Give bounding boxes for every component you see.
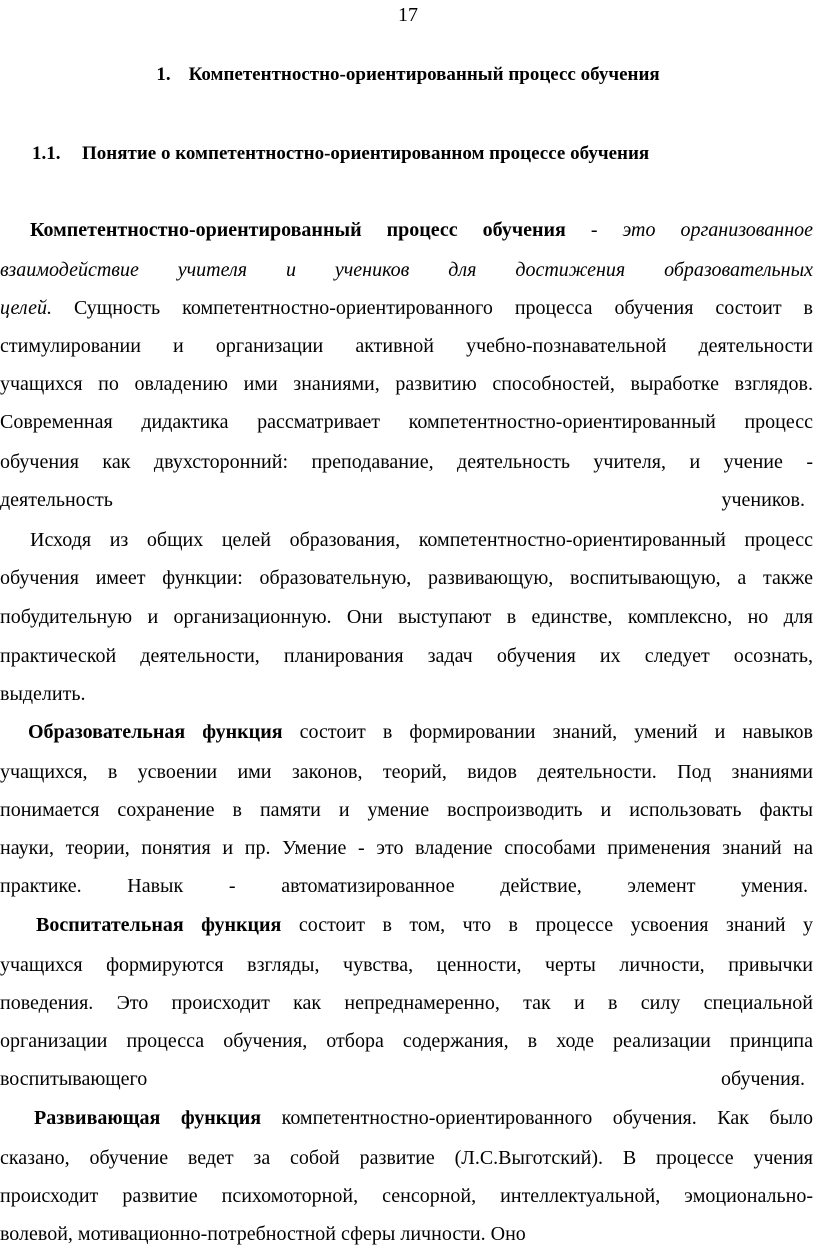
- text-line: происходит развитие психомоторной, сенсорной, интеллектуальной, эмоционально-: [0, 1185, 813, 1207]
- text-line: [30, 218, 813, 242]
- definition-text: - это организованное: [565, 219, 813, 241]
- text-line: науки, теории, понятия и пр. Умение - это владение способами применения знаний на: [0, 837, 813, 859]
- section-number: 1.1.: [32, 143, 61, 164]
- text-line: понимается сохранение в памяти и умение воспроизводить и использовать факты: [0, 799, 813, 821]
- text-line: [0, 1067, 813, 1091]
- function-term: Воспитательная функция: [36, 914, 282, 936]
- text-line: [0, 488, 813, 512]
- text-line: выделить.: [0, 683, 86, 705]
- text-span: деятельность: [0, 489, 113, 511]
- text-span: состоит в том, что в процессе усвоения знаний у: [281, 914, 813, 936]
- text-span: Сущность компетентностно-ориентированного процесса обучения состоит в: [51, 297, 813, 319]
- text-span: воспитывающего: [0, 1068, 148, 1090]
- text-line: учащихся формируются взгляды, чувства, ценности, черты личности, привычки: [0, 954, 813, 976]
- text-span: учеников.: [721, 489, 805, 511]
- function-term: Образовательная функция: [28, 721, 283, 743]
- text-line: учащихся, в усвоении ими законов, теорий, видов деятельности. Под знаниями: [0, 761, 813, 783]
- text-span: компетентностно-ориентированного обучения. Как было: [261, 1107, 813, 1129]
- text-line: Современная дидактика рассматривает компетентностно-ориентированный процесс: [0, 411, 813, 433]
- text-line: обучения как двухсторонний: преподавание, деятельность учителя, и учение -: [0, 451, 813, 473]
- chapter-number: 1.: [156, 64, 171, 85]
- text-line: [36, 913, 813, 937]
- term-definition: Компетентностно-ориентированный процесс обучения: [30, 219, 566, 241]
- page-number: 17: [398, 4, 418, 26]
- text-span: состоит в формировании знаний, умений и навыков: [282, 721, 814, 743]
- chapter-title: Компетентностно-ориентированный процесс обучения: [188, 64, 660, 85]
- text-line: взаимодействие учителя и учеников для достижения образовательных: [0, 259, 813, 281]
- section-heading: [32, 143, 649, 165]
- definition-text: целей.: [0, 297, 52, 319]
- text-line: [0, 296, 813, 320]
- function-term: Развивающая функция: [34, 1107, 262, 1129]
- text-line: организации процесса обучения, отбора содержания, в ходе реализации принципа: [0, 1030, 813, 1052]
- text-line: [34, 1106, 813, 1130]
- section-title: Понятие о компетентностно-ориентированном процессе обучения: [82, 143, 650, 164]
- chapter-heading: [0, 64, 816, 86]
- text-line: учащихся по овладению ими знаниями, развитию способностей, выработке взглядов.: [0, 373, 813, 395]
- text-line: сказано, обучение ведет за собой развитие (Л.С.Выготский). В процессе учения: [0, 1147, 813, 1169]
- text-line: обучения имеет функции: образовательную, развивающую, воспитывающую, а также: [0, 567, 813, 589]
- text-line: практической деятельности, планирования задач обучения их следует осознать,: [0, 645, 813, 667]
- text-line: волевой, мотивационно-потребностной сферы личности. Оно: [0, 1223, 526, 1245]
- text-line: практике. Навык - автоматизированное действие, элемент умения.: [0, 875, 808, 897]
- text-line: [28, 720, 813, 744]
- text-line: стимулировании и организации активной учебно-познавательной деятельности: [0, 335, 813, 357]
- text-span: обучения.: [721, 1068, 805, 1090]
- text-line: Исходя из общих целей образования, компетентностно-ориентированный процесс: [30, 529, 813, 551]
- text-line: поведения. Это происходит как непреднамеренно, так и в силу специальной: [0, 992, 813, 1014]
- text-line: побудительную и организационную. Они выступают в единстве, комплексно, но для: [0, 606, 813, 628]
